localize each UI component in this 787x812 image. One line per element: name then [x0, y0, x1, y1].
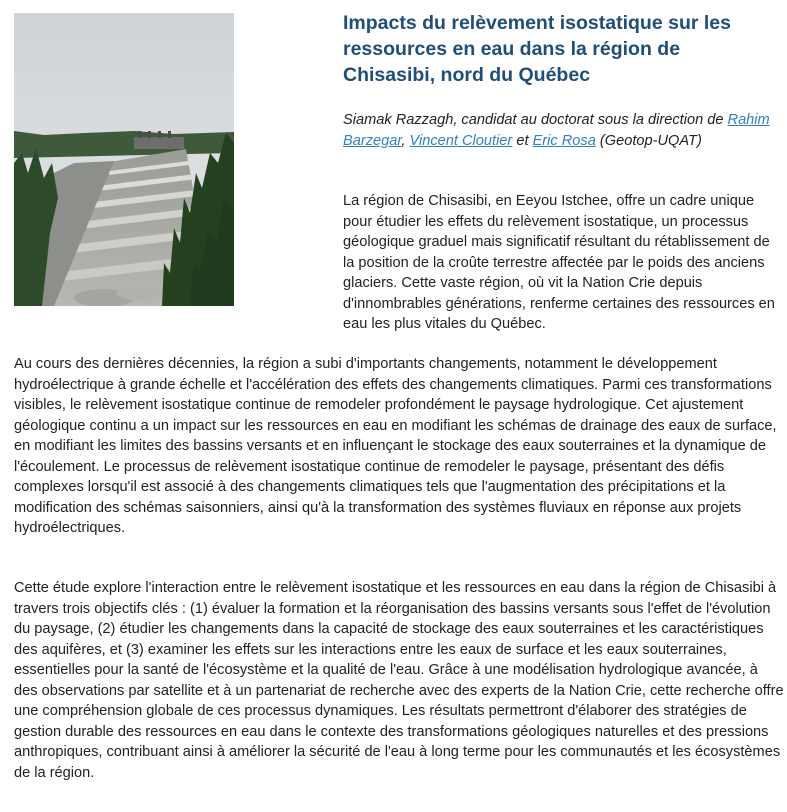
spillway-photo: [14, 13, 234, 306]
body-paragraph-2: Cette étude explore l'interaction entre le relèvement isostatique et les ressources en eau dans la région de Chisasibi à travers trois objectifs clés : (1) évaluer la formation et la réorganisation des bassins versants sous l'effet de l'évolution du paysage, (2) étudier les changements dans la capacité de stockage des eaux souterraines et les caractéristiques des aquifères, et (3) examiner les effets sur les interactions entre les eaux de surface et les eaux souterraines, essentielles pour la santé de l'écosystème et la qualité de l'eau. Grâce à une modélisation hydrologique avancée, à des observations par satellite et à un partenariat de recherche avec des experts de la Nation Crie, cette recherche offre une compréhension globale de ces processus dynamiques. Les résultats permettront d'élaborer des stratégies de gestion durable des ressources en eau dans le contexte des transformations géologiques naturelles et des pressions anthropiques, contribuant ainsi à améliorer la sécurité de l'eau à long terme pour les communautés et les écosystèmes de la région.: [14, 580, 784, 781]
byline-separator: ,: [401, 132, 410, 149]
body-paragraph-1: Au cours des dernières décennies, la région a subi d'importants changements, notamment le développement hydroélectrique à grande échelle et l'accélération des effets des changements climatiques. Parmi ces transformations visibles, le relèvement isostatique continue de remodeler profondément le paysage hydrologique. Cet ajustement géologique continu a un impact sur les ressources en eau en modifiant les schémas de drainage des eaux de surface, en modifiant les limites des bassins versants et en influençant le stockage des eaux souterraines et la dynamique de l'écoulement. Le processus de relèvement isostatique continue de remodeler le paysage, présentant des défis complexes lorsqu'il est associé à des changements climatiques tels que l'augmentation des précipitations et la modification des schémas saisonniers, ainsi qu'à la transformation des systèmes fluviaux en réponse aux projets hydroélectriques.: [14, 356, 777, 536]
supervisor-link-vincent-cloutier[interactable]: Vincent Cloutier: [409, 132, 513, 149]
byline: [343, 110, 779, 151]
article-title: Impacts du relèvement isostatique sur les ressources en eau dans la région de Chisasibi, nord du Québec: [343, 12, 731, 86]
supervisor-link-rahim-barzegar[interactable]: Rahim Barzegar: [343, 112, 770, 149]
supervisor-link-eric-rosa[interactable]: Eric Rosa: [532, 132, 596, 149]
byline-separator: et: [512, 132, 533, 149]
intro-paragraph: La région de Chisasibi, en Eeyou Istchee, offre un cadre unique pour étudier les effets du relèvement isostatique, un processus géologique graduel mais significatif résultant du rétablissement de la position de la croûte terrestre affectée par le poids des anciens glaciers. Cette vaste région, où vit la Nation Crie depuis d'innombrables générations, renferme certaines des ressources en eau les plus vitales du Québec.: [343, 193, 775, 332]
spillway-illustration: [14, 13, 234, 306]
author-text: Siamak Razzagh, candidat au doctorat sous la direction de: [343, 112, 728, 128]
affiliation-text: (Geotop-UQAT): [595, 132, 702, 149]
